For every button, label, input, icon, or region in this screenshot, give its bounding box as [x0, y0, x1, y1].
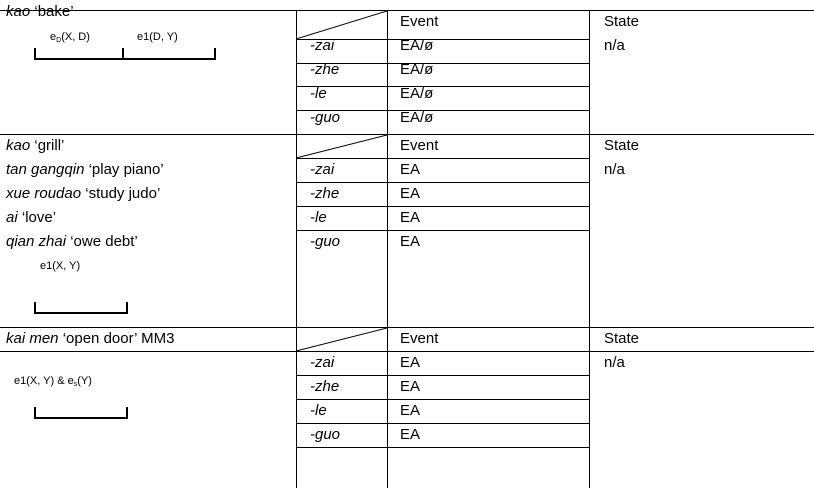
event-header: Event — [400, 137, 439, 154]
event-value: EA — [400, 426, 421, 443]
block2-formula: e1(X, Y) — [40, 260, 81, 272]
event-value: EA/ø — [400, 37, 434, 54]
event-value: EA/ø — [400, 109, 434, 126]
block2-timeline — [34, 312, 128, 314]
event-value: EA/ø — [400, 85, 434, 102]
block2-verb: qian zhai ‘owe debt’ — [6, 233, 138, 250]
marker-zai: -zai — [310, 161, 335, 178]
block2-verb: xue roudao ‘study judo’ — [6, 185, 161, 202]
event-value: EA — [400, 161, 421, 178]
row-line — [296, 86, 590, 87]
state-value: n/a — [604, 354, 625, 371]
event-value: EA/ø — [400, 61, 434, 78]
block3-formula: e1(X, Y) & $e_s(Y)$ — [14, 375, 92, 388]
marker-le: -le — [310, 85, 327, 102]
marker-le: -le — [310, 209, 327, 226]
timeline-tick — [214, 48, 216, 60]
timeline-tick — [34, 48, 36, 60]
corner-diagonal — [296, 134, 388, 159]
row-line — [296, 182, 590, 183]
event-value: EA — [400, 378, 421, 395]
event-value: EA — [400, 209, 421, 226]
marker-guo: -guo — [310, 109, 341, 126]
corner-diagonal — [296, 327, 388, 352]
row-line — [296, 375, 590, 376]
state-header: State — [604, 13, 640, 30]
corner-diagonal — [296, 10, 388, 40]
state-value: n/a — [604, 37, 625, 54]
row-line — [296, 230, 590, 231]
event-header: Event — [400, 330, 439, 347]
row-line — [296, 423, 590, 424]
timeline-tick — [34, 302, 36, 314]
event-value: EA — [400, 402, 421, 419]
marker-le: -le — [310, 402, 327, 419]
event-value: EA — [400, 233, 421, 250]
timeline-tick — [126, 302, 128, 314]
state-header: State — [604, 137, 640, 154]
marker-zhe: -zhe — [310, 185, 340, 202]
timeline-tick — [126, 407, 128, 419]
block2-verb: tan gangqin ‘play piano’ — [6, 161, 164, 178]
row-line — [296, 63, 590, 64]
block1-formula-a: $e_D(X$, D) — [50, 31, 90, 44]
row-line — [0, 134, 814, 135]
marker-zai: -zai — [310, 354, 335, 371]
marker-guo: -guo — [310, 233, 341, 250]
block3-verb: kai men ‘open door’ MM3 — [6, 330, 175, 347]
block2-verb: ai ‘love’ — [6, 209, 57, 226]
block1-formula-b: e1(D, Y) — [137, 31, 178, 43]
row-line — [0, 327, 814, 328]
row-line — [0, 351, 814, 352]
block1-verb: kao ‘bake’ — [6, 3, 74, 20]
timeline-tick — [34, 407, 36, 419]
event-header: Event — [400, 13, 439, 30]
row-line — [296, 447, 590, 448]
col-divider-1 — [296, 10, 297, 488]
block3-timeline — [34, 417, 128, 419]
block1-timeline — [34, 58, 216, 60]
timeline-tick — [122, 48, 124, 60]
state-value: n/a — [604, 161, 625, 178]
marker-zai: -zai — [310, 37, 335, 54]
col-divider-2 — [387, 10, 388, 488]
row-line — [296, 399, 590, 400]
row-line — [296, 206, 590, 207]
event-value: EA — [400, 354, 421, 371]
marker-zhe: -zhe — [310, 378, 340, 395]
event-value: EA — [400, 185, 421, 202]
marker-zhe: -zhe — [310, 61, 340, 78]
block2-verb: kao ‘grill’ — [6, 137, 65, 154]
col-divider-3 — [589, 10, 590, 488]
marker-guo: -guo — [310, 426, 341, 443]
state-header: State — [604, 330, 640, 347]
row-line — [0, 10, 814, 11]
row-line — [296, 110, 590, 111]
